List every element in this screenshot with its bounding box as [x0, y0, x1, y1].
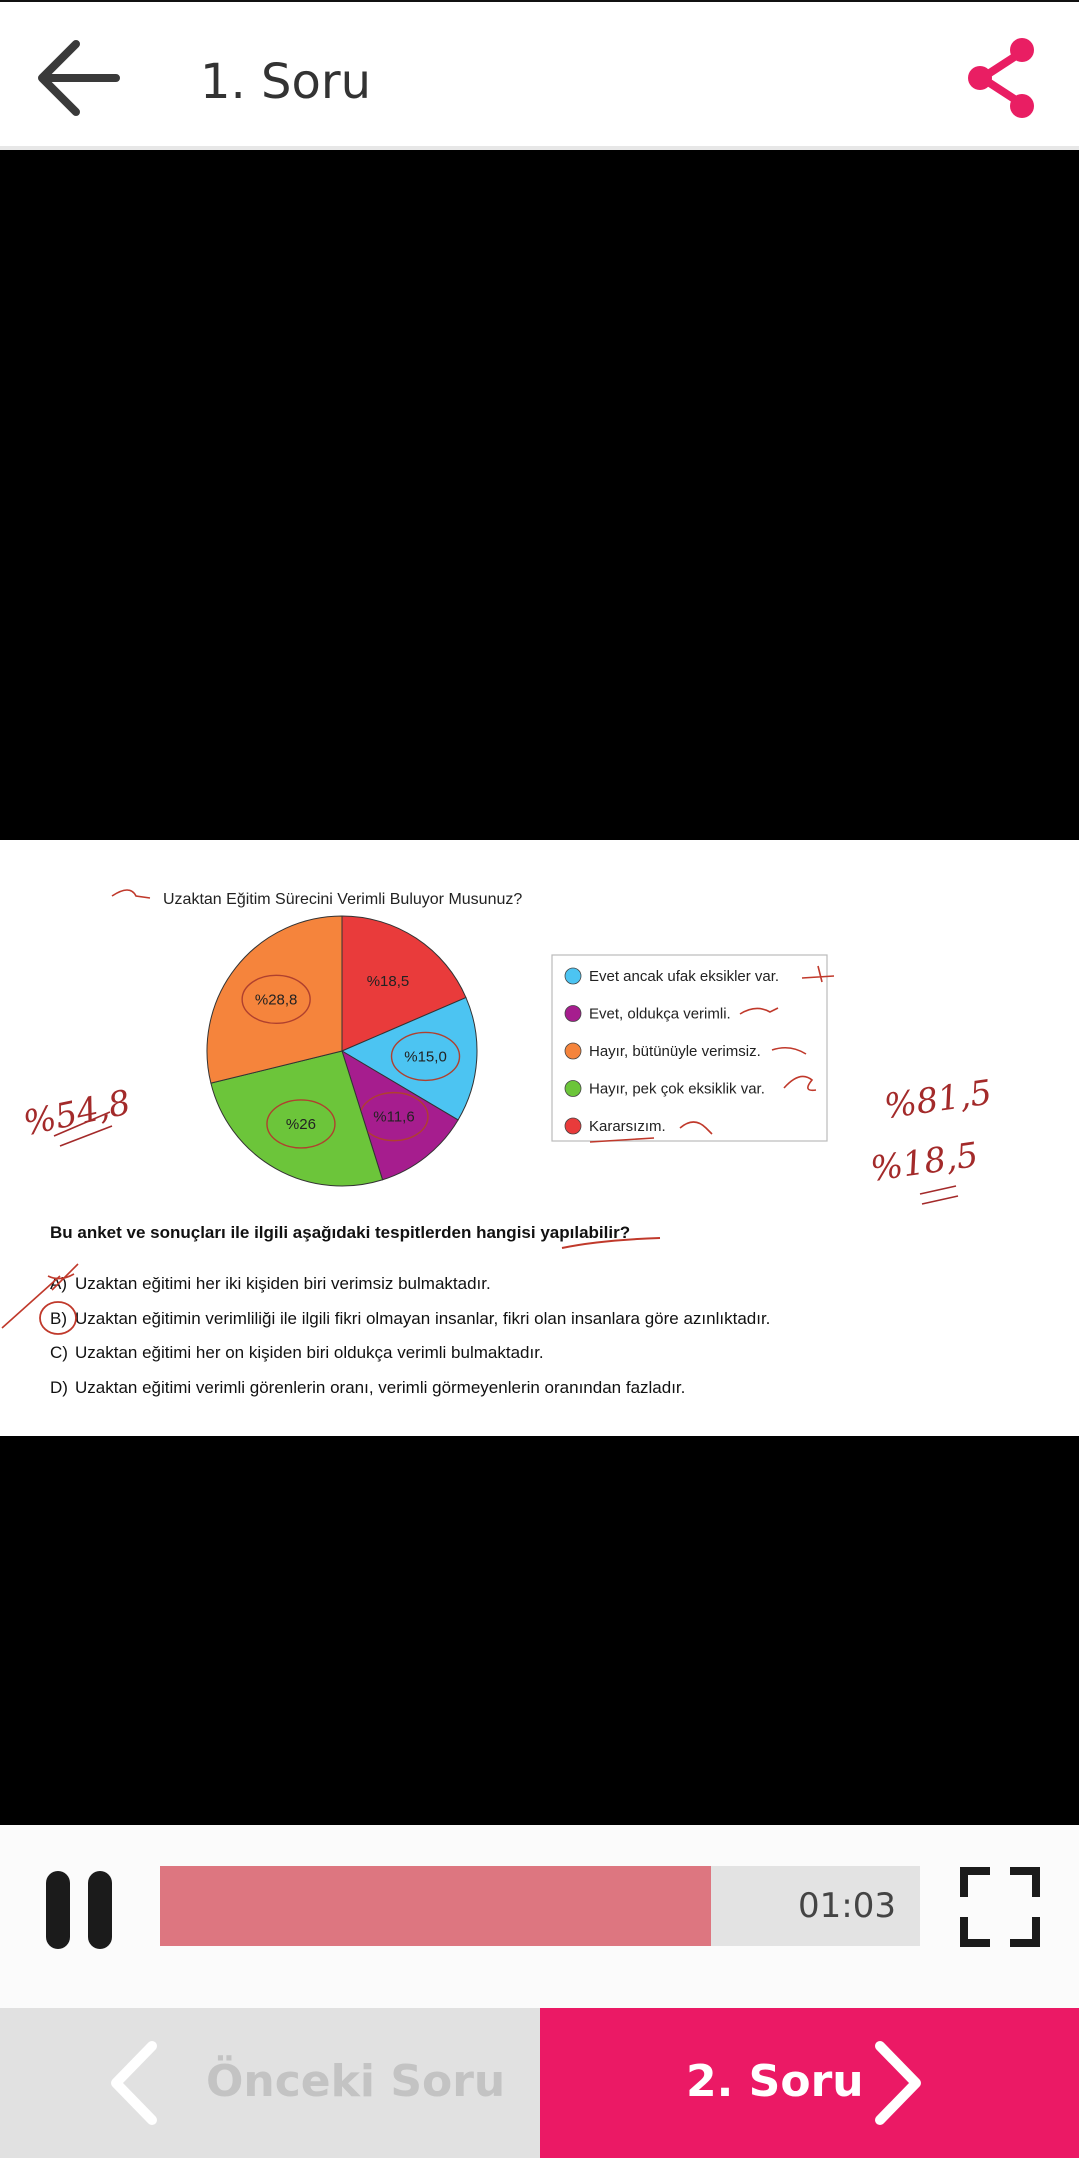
option-c [50, 1343, 544, 1362]
pie-slice-label: %26 [285, 1115, 316, 1133]
handwritten-note-right-top: %81,5 [881, 1072, 995, 1128]
previous-question-button[interactable] [0, 2008, 540, 2158]
video-player[interactable] [0, 150, 1079, 1825]
fullscreen-button[interactable] [960, 1867, 1040, 1947]
svg-text:Uzaktan eğitimi verimli görenl: Uzaktan eğitimi verimli görenlerin oranı, verimli görmeyenlerin oranından fazladır. [75, 1378, 686, 1397]
back-button[interactable] [36, 38, 122, 118]
progress-fill [160, 1866, 711, 1946]
legend-label: Evet, oldukça verimli. [589, 1005, 731, 1023]
option-b [50, 1309, 770, 1328]
time-display: 01:03 [798, 1886, 896, 1926]
next-question-button[interactable] [540, 2008, 1079, 2158]
fullscreen-icon [960, 1867, 1040, 1947]
handwritten-mark [920, 1186, 958, 1204]
chevron-left-icon [104, 2038, 164, 2128]
legend-swatch [565, 968, 581, 984]
svg-text:Uzaktan eğitimi her on kişiden: Uzaktan eğitimi her on kişiden biri oldukça verimli bulmaktadır. [75, 1343, 544, 1362]
handwritten-note-left: %54,8 [20, 1082, 134, 1145]
pie-slice-label: %11,6 [373, 1108, 415, 1126]
legend-swatch [565, 1118, 581, 1134]
svg-text:C): C) [50, 1343, 68, 1362]
legend-swatch [565, 1081, 581, 1097]
option-a [50, 1274, 491, 1293]
legend-label: Evet ancak ufak eksikler var. [589, 968, 780, 985]
app-header [0, 0, 1079, 150]
legend-swatch [565, 1043, 581, 1059]
chevron-right-icon [868, 2038, 928, 2128]
share-icon [962, 36, 1040, 120]
question-prompt: Bu anket ve sonuçları ile ilgili aşağıdaki tespitlerden hangisi yapılabilir? [50, 1223, 631, 1242]
pie-slice-label: %18,5 [366, 973, 410, 991]
pause-icon [46, 1871, 114, 1949]
progress-bar[interactable] [160, 1866, 920, 1946]
share-button[interactable] [962, 36, 1040, 120]
legend-label: Hayır, bütünüyle verimsiz. [589, 1043, 761, 1060]
svg-text:A): A) [50, 1274, 67, 1293]
handwritten-mark [112, 890, 150, 898]
question-content [0, 840, 1079, 1436]
svg-text:Uzaktan eğitimin verimliliği i: Uzaktan eğitimin verimliliği ile ilgili fikri olmayan insanlar, fikri olan insanlara göre azınlıktadır. [75, 1309, 771, 1328]
legend-label: Kararsızım. [589, 1118, 666, 1135]
question-navigation [0, 2008, 1079, 2168]
pause-button[interactable] [46, 1871, 114, 1949]
legend-swatch [565, 1006, 581, 1022]
page-title: 1. Soru [200, 54, 372, 110]
question-frame [0, 840, 1079, 1436]
chart-title: Uzaktan Eğitim Sürecini Verimli Buluyor Musunuz? [163, 891, 523, 908]
handwritten-note-right-bottom: %18,5 [868, 1135, 981, 1190]
svg-text:Uzaktan eğitimi her iki kişide: Uzaktan eğitimi her iki kişiden biri verimsiz bulmaktadır. [75, 1274, 491, 1293]
svg-text:D): D) [50, 1378, 68, 1397]
legend-label: Hayır, pek çok eksiklik var. [589, 1080, 765, 1098]
arrow-left-icon [36, 38, 122, 118]
player-controls [0, 1825, 1079, 2008]
pie-slice-label: %28,8 [254, 991, 298, 1009]
next-question-label: 2. Soru [686, 2056, 864, 2107]
previous-question-label: Önceki Soru [206, 2056, 506, 2107]
option-d [50, 1378, 685, 1397]
svg-text:B): B) [50, 1309, 67, 1328]
pie-chart [207, 916, 477, 1186]
pie-slice-label: %15,0 [404, 1048, 447, 1066]
